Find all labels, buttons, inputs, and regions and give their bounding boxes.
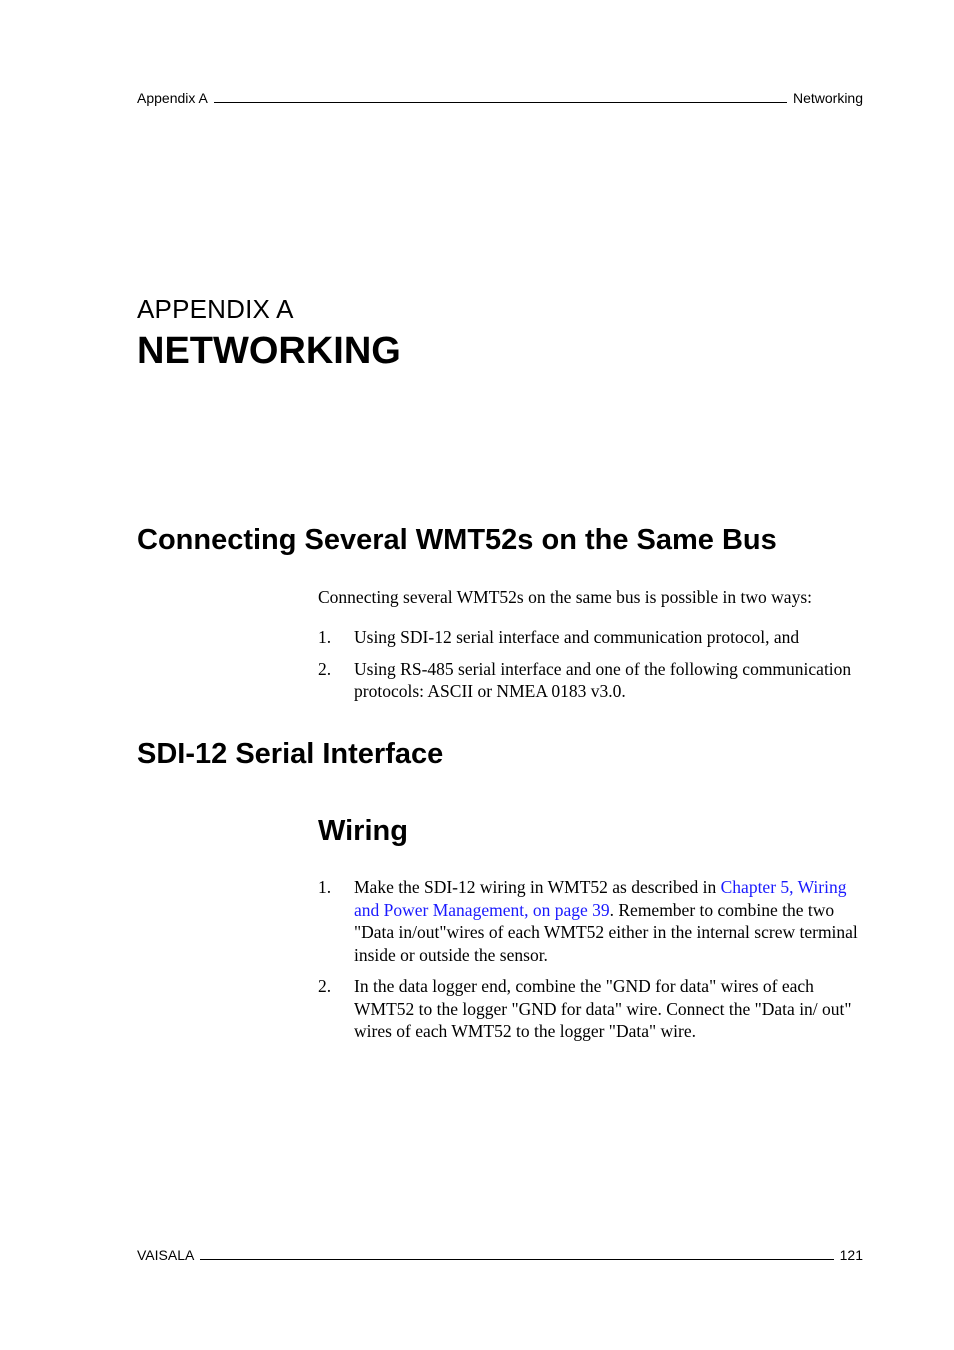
list-item <box>318 658 868 703</box>
list-text: In the data logger end, combine the "GND for data" wires of each WMT52 to the logger "GND for data" wire. Connect the "Data in/ out" wires of each WMT52 to the logger "Data" wire. <box>354 976 852 1041</box>
list-text <box>354 876 868 966</box>
list-number: 1. <box>318 877 332 897</box>
list-number: 2. <box>318 976 332 996</box>
list-number: 2. <box>318 658 332 679</box>
list-number: 1. <box>318 627 332 647</box>
list-item <box>318 876 868 966</box>
list-text: Using RS-485 serial interface and one of the following communication protocols: ASCII or NMEA 0183 v3.0. <box>354 658 852 701</box>
footer-rule <box>200 1259 833 1260</box>
list-text: Using SDI-12 serial interface and communication protocol, and <box>354 627 800 647</box>
section-intro: Connecting several WMT52s on the same bus is possible in two ways: <box>318 587 812 607</box>
appendix-label: APPENDIX A <box>137 294 294 324</box>
chapter-5-link[interactable]: Chapter 5, Wiring and Power Management, on page 39 <box>354 877 847 920</box>
list-item <box>318 975 868 1043</box>
text-before-link: Make the SDI-12 wiring in WMT52 as described in <box>354 877 721 897</box>
subsection-heading-wiring: Wiring <box>318 815 408 847</box>
header-rule <box>214 102 787 103</box>
section-heading-connecting: Connecting Several WMT52s on the Same Bus <box>137 524 777 556</box>
footer-company: VAISALA <box>137 1247 195 1263</box>
header-section: Networking <box>792 90 863 106</box>
list-item <box>318 626 868 649</box>
page-header <box>137 86 863 106</box>
connection-ways-list <box>318 626 868 712</box>
wiring-steps-list <box>318 876 868 1052</box>
page-footer <box>137 1243 863 1263</box>
text-after-link: . Remember to combine the two "Data in/out"wires of each WMT52 either in the internal screw terminal inside or outside the sensor. <box>354 899 858 965</box>
page-number: 121 <box>839 1247 863 1263</box>
section-heading-sdi12: SDI-12 Serial Interface <box>137 738 444 770</box>
header-chapter: Appendix A <box>137 90 208 106</box>
appendix-title: NETWORKING <box>137 330 401 372</box>
